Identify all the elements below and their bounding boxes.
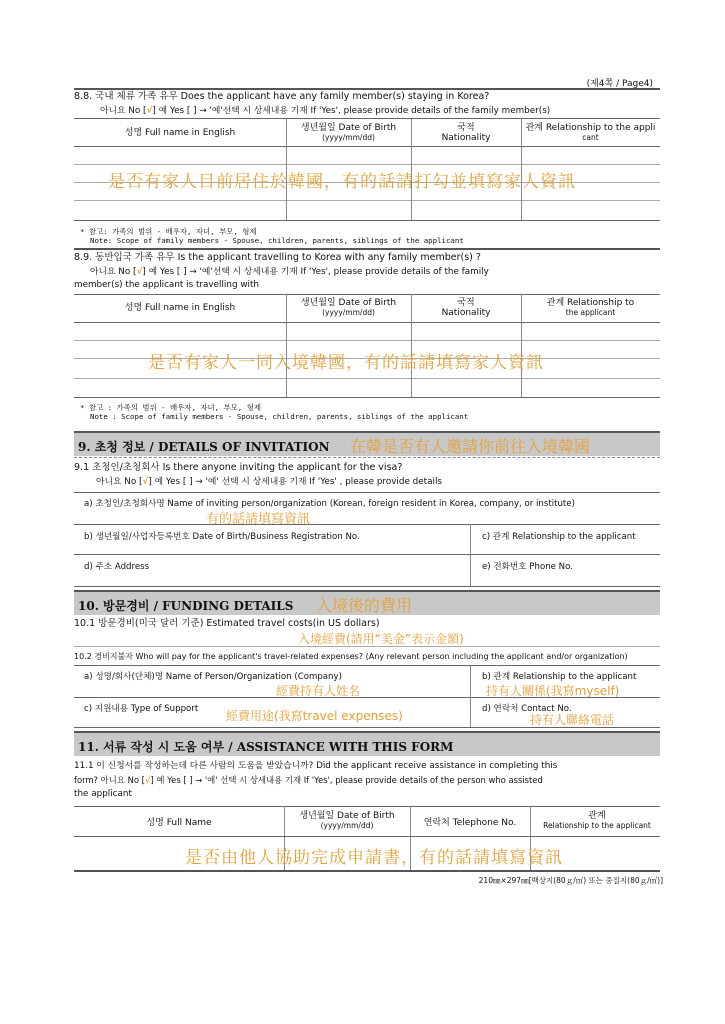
question-8-8: 8.8. 국내 체류 가족 유무 Does the applicant have any family member(s) staying in Korea? — [74, 91, 490, 102]
row-line — [74, 220, 660, 221]
column-header-dob: 생년월일 Date of Birth (yyyy/mm/dd) — [300, 123, 397, 142]
row-line — [74, 727, 660, 728]
annotation-8-8: 是否有家人目前居住於韓國，有的話請打勾並填寫家人資訊 — [108, 172, 576, 192]
annotation-8-9: 是否有家人一同入境韓國，有的話請填寫家人資訊 — [148, 353, 544, 373]
column-header-relationship: 관계 Relationship to the appli cant — [525, 123, 656, 142]
field-payer-name[interactable]: a) 성명/회사(단체)명 Name of Person/Organization (Company) — [84, 672, 342, 682]
page-number: (제4쪽 / Page4) — [586, 79, 653, 89]
table-top — [74, 294, 660, 295]
annotation-10-1: 入境經費(請用“美金”表示金額) — [298, 632, 464, 646]
question-10-2: 10.2 경비지불자 Who will pay for the applicant's travel-related expenses? (Any relevant person including the applicant and/or organization) — [74, 652, 628, 661]
section-11-title: 11. 서류 작성 시 도움 여부 / ASSISTANCE WITH THIS FORM — [78, 740, 454, 754]
row-line — [74, 322, 660, 323]
row-line — [74, 554, 660, 555]
options-8-8: 아니요 No [√] 예 Yes [ ] → '예'선택 시 상세내용 기재 If 'Yes', please provide details of the family member(s) — [100, 106, 551, 116]
row-line — [74, 164, 660, 165]
annotation-payer-name: 經費持有人姓名 — [276, 684, 361, 698]
field-inviter-phone[interactable]: e) 전화번호 Phone No. — [482, 562, 573, 572]
table-top — [74, 806, 660, 807]
row-line — [74, 665, 660, 666]
field-inviter-name[interactable]: a) 초청인/초청회사명 Name of inviting person/organization (Korean, foreign resident in Korea, company, or institute) — [84, 499, 575, 509]
options-11-1: form? 아니요 No [√] 예 Yes [ ] → '예' 선택 시 상세내용 기재 If 'Yes', please provide details of the person who assisted — [74, 775, 543, 785]
question-11-1: 11.1 이 신청서를 작성하는데 다른 사람의 도움을 받았습니까? Did the applicant receive assistance in completing this — [74, 761, 558, 771]
table-bottom — [74, 870, 660, 872]
column-header-dob: 생년월일 Date of Birth (yyyy/mm/dd) — [299, 811, 395, 830]
column-divider — [470, 524, 471, 586]
column-header-nationality: 국적 Nationality — [441, 298, 491, 318]
row-line — [74, 586, 660, 587]
column-divider — [470, 665, 471, 727]
column-header-dob: 생년월일 Date of Birth (yyyy/mm/dd) — [300, 298, 397, 317]
column-header-telephone: 연락처 Telephone No. — [423, 818, 517, 828]
column-divider — [521, 294, 522, 397]
divider — [74, 248, 660, 250]
row-line — [74, 646, 660, 647]
row-line — [74, 200, 660, 201]
column-header-name: 성명 Full name in English — [124, 128, 236, 138]
section-9-title: 9. 초청 정보 / DETAILS OF INVITATION — [78, 440, 330, 454]
field-payer-relationship[interactable]: b) 관계 Relationship to the applicant — [482, 672, 637, 682]
annotation-payer-contact: 持有人聯絡電話 — [530, 713, 615, 727]
row-line — [74, 378, 660, 379]
paper-spec-footer: 210㎜×297㎜[백상지(80ｇ/㎡) 또는 중질지(80ｇ/㎡)] — [478, 876, 663, 885]
column-header-relationship: 관계 Relationship to the applicant — [543, 811, 651, 830]
checkbox-no-checked[interactable]: √ — [146, 106, 153, 116]
checkbox-no-checked[interactable]: √ — [144, 775, 151, 785]
column-divider — [411, 294, 412, 397]
column-header-name: 성명 Full name in English — [124, 303, 236, 313]
row-line — [74, 836, 660, 837]
note-family-scope-en: Note: Scope of family members - Spouse, children, parents, siblings of the applicant — [90, 236, 464, 245]
field-support-type[interactable]: c) 지원내용 Type of Support — [84, 704, 199, 714]
options-9-1: 아니요 No [√] 예 Yes [ ] → '예' 선택 시 상세내용 기재 If 'Yes' , please provide details — [96, 477, 442, 487]
question-10-1: 10.1 방문경비(미국 달러 기준) Estimated travel costs(in US dollars) — [74, 618, 380, 629]
annotation-section-9: 在韓是否有人邀請你前往入境韓國 — [350, 437, 591, 456]
row-line — [74, 492, 660, 493]
field-payer-contact[interactable]: d) 연락처 Contact No. — [482, 704, 572, 714]
options-11-1-line3: the applicant — [74, 789, 132, 799]
note-family-scope: * 참고: 가족의 범위 - 배우자, 자녀, 부모, 형제 — [80, 227, 257, 236]
annotation-fill-details: 有的話請填寫資訊 — [206, 512, 311, 527]
column-header-relationship: 관계 Relationship to the applicant — [546, 298, 635, 317]
question-8-9: 8.9. 동반입국 가족 유무 Is the applicant travelling to Korea with any family member(s) ? — [74, 252, 481, 263]
note-family-scope-en: Note : Scope of family members - Spouse, children, parents, siblings of the applicant — [90, 412, 469, 421]
question-9-1: 9.1 초청인/초청회사 Is there anyone inviting the applicant for the visa? — [74, 462, 403, 473]
field-inviter-dob[interactable]: b) 생년월일/사업자등록번호 Date of Birth/Business Registration No. — [84, 532, 360, 542]
annotation-support-type: 經費用途(我寫travel expenses) — [226, 709, 403, 723]
column-header-name: 성명 Full Name — [146, 818, 212, 828]
annotation-11: 是否由他人協助完成申請書，有的話請填寫資訊 — [185, 848, 563, 868]
row-line — [74, 340, 660, 341]
field-inviter-relationship[interactable]: c) 관계 Relationship to the applicant — [482, 532, 636, 542]
table-top — [74, 118, 660, 119]
checkbox-no-checked[interactable]: √ — [136, 267, 143, 277]
row-line — [74, 524, 660, 525]
dashed-divider — [74, 457, 660, 458]
checkbox-no-checked[interactable]: √ — [142, 477, 149, 487]
annotation-payer-relationship: 持有人關係(我寫myself) — [486, 684, 620, 698]
section-10-title: 10. 방문경비 / FUNDING DETAILS — [78, 599, 294, 613]
section-11-header — [74, 731, 660, 756]
field-inviter-address[interactable]: d) 주소 Address — [84, 562, 150, 572]
annotation-section-10: 入境後的費用 — [316, 596, 413, 615]
column-header-nationality: 국적 Nationality — [441, 123, 491, 143]
column-divider — [286, 294, 287, 397]
options-8-9-line2: member(s) the applicant is travelling with — [74, 280, 259, 290]
note-family-scope: * 참고 : 가족의 범위 - 배우자, 자녀, 부모, 형제 — [80, 403, 261, 412]
row-line — [74, 397, 660, 398]
options-8-9: 아니요 No [√] 예 Yes [ ] → '예'선택 시 상세내용 기재 If 'Yes', please provide details of the family — [90, 267, 489, 277]
row-line — [74, 146, 660, 147]
divider — [74, 88, 660, 90]
row-line — [74, 697, 660, 698]
